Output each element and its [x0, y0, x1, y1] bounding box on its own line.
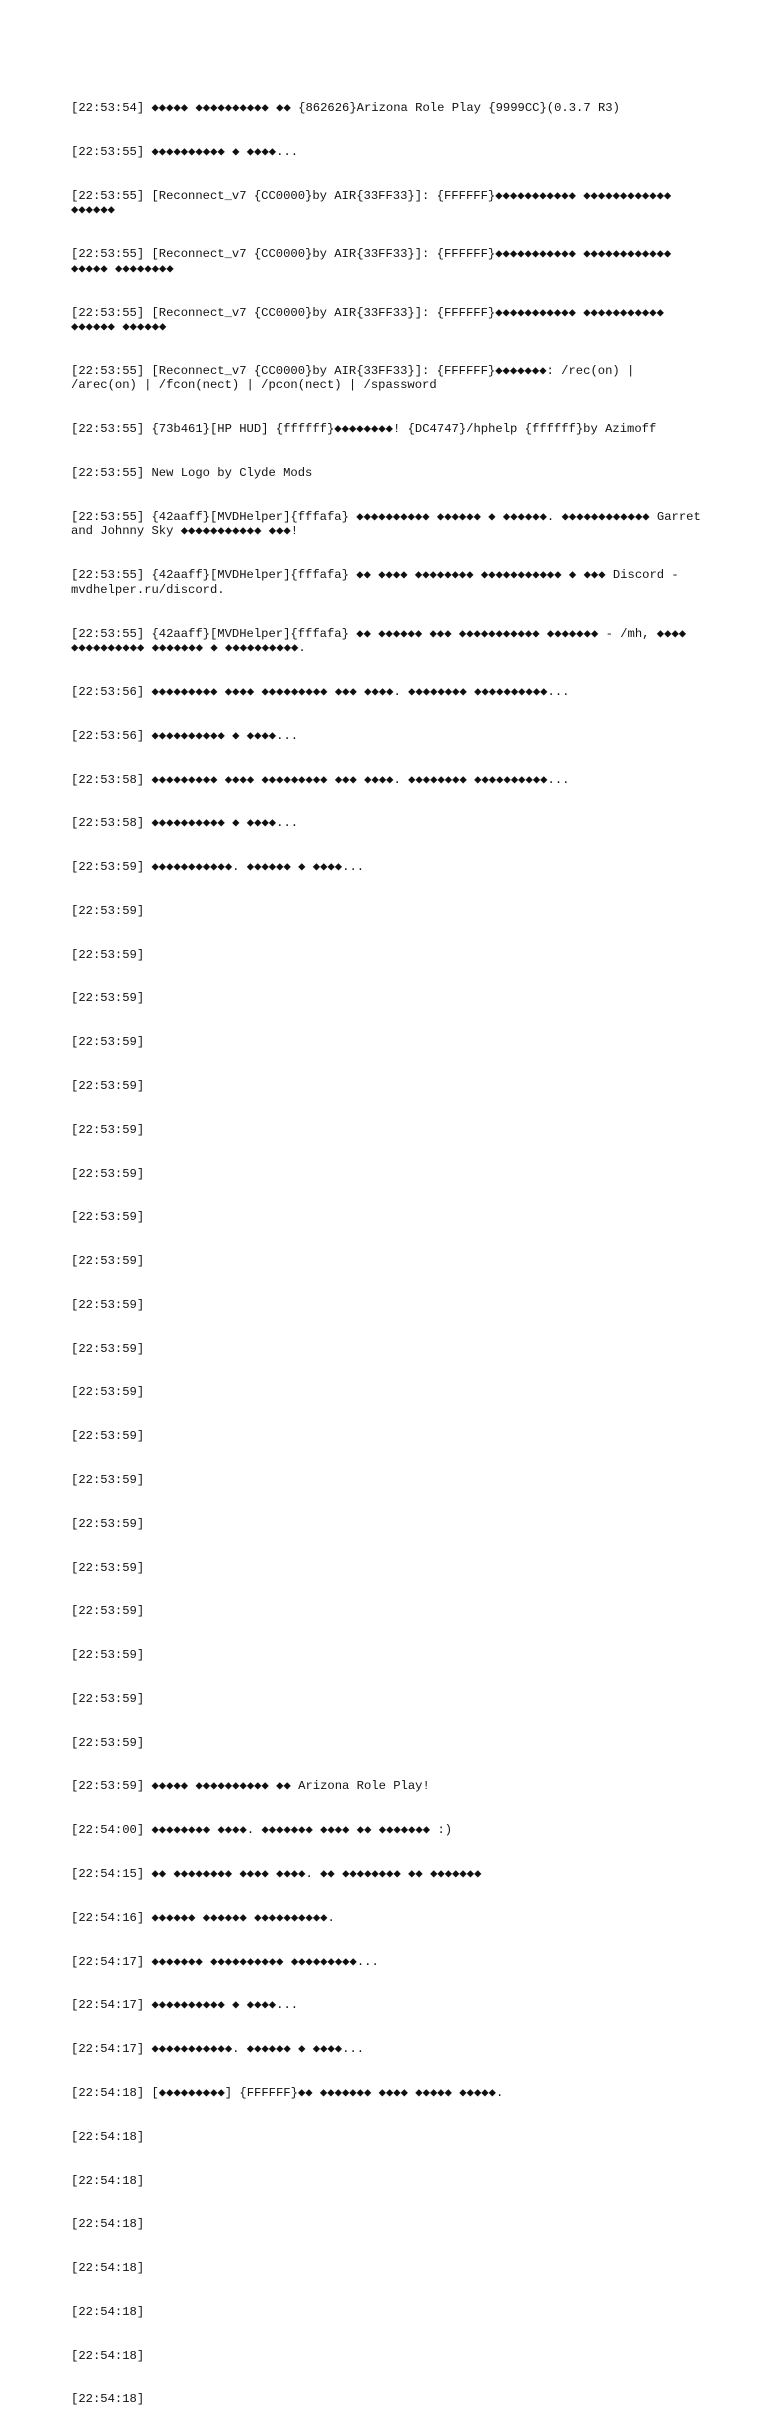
log-line: [22:54:18] — [71, 2348, 145, 2363]
log-line: [22:53:59] — [71, 1473, 145, 1487]
log-line: [22:54:00] ◆◆◆◆◆◆◆◆ ◆◆◆◆. ◆◆◆◆◆◆◆ ◆◆◆◆ ◆◆ ◆◆◆◆◆◆◆ :) — [71, 1823, 453, 1838]
log-line: [22:53:59] — [71, 1210, 145, 1225]
log-line: [22:54:15] ◆◆ ◆◆◆◆◆◆◆◆ ◆◆◆◆ ◆◆◆◆. ◆◆ ◆◆◆◆◆◆◆◆ ◆◆ ◆◆◆◆◆◆◆ — [71, 1867, 482, 1882]
log-line: [22:53:55] [Reconnect_v7 {CC0000}by AIR{33FF33}]: {FFFFFF}◆◆◆◆◆◆◆◆◆◆◆ ◆◆◆◆◆◆◆◆◆◆◆◆ ◆◆◆◆◆ ◆◆◆◆◆◆◆◆ — [71, 247, 679, 276]
log-line: [22:53:59] — [71, 1385, 145, 1400]
log-line: [22:53:56] ◆◆◆◆◆◆◆◆◆◆ ◆ ◆◆◆◆... — [71, 728, 299, 743]
log-line: [22:53:55] {73b461}[HP HUD] {ffffff}◆◆◆◆◆◆◆◆! {DC4747}/hphelp {ffffff}by Azimoff — [71, 422, 657, 437]
log-line: [22:53:58] ◆◆◆◆◆◆◆◆◆ ◆◆◆◆ ◆◆◆◆◆◆◆◆◆ ◆◆◆ ◆◆◆◆. ◆◆◆◆◆◆◆◆ ◆◆◆◆◆◆◆◆◆◆... — [71, 772, 570, 787]
log-line: [22:53:59] — [71, 1429, 145, 1444]
log-line: [22:53:55] [Reconnect_v7 {CC0000}by AIR{33FF33}]: {FFFFFF}◆◆◆◆◆◆◆: /rec(on) | /arec(on) | /fcon(nect) | /pcon(nect) | /spassword — [71, 363, 642, 393]
chat-log — [71, 72, 709, 2422]
log-line: [22:53:59] — [71, 1035, 145, 1050]
log-line: [22:54:18] — [71, 2261, 145, 2276]
log-line: [22:53:59] — [71, 947, 145, 962]
log-line: [22:54:17] ◆◆◆◆◆◆◆◆◆◆ ◆ ◆◆◆◆... — [71, 1998, 299, 2013]
log-line: [22:53:59] — [71, 1516, 145, 1531]
log-line: [22:53:59] — [71, 991, 145, 1006]
log-line: [22:53:55] [Reconnect_v7 {CC0000}by AIR{33FF33}]: {FFFFFF}◆◆◆◆◆◆◆◆◆◆◆ ◆◆◆◆◆◆◆◆◆◆◆ ◆◆◆◆◆◆ ◆◆◆◆◆◆ — [71, 305, 672, 335]
log-line: [22:53:59] — [71, 1691, 145, 1706]
log-line: [22:53:55] ◆◆◆◆◆◆◆◆◆◆ ◆ ◆◆◆◆... — [71, 144, 299, 159]
log-line: [22:53:59] — [71, 1341, 145, 1356]
log-line: [22:53:59] ◆◆◆◆◆◆◆◆◆◆◆. ◆◆◆◆◆◆ ◆ ◆◆◆◆... — [71, 860, 365, 875]
log-line: [22:53:59] — [71, 1604, 145, 1619]
log-line: [22:53:59] — [71, 1297, 145, 1312]
log-line: [22:53:59] — [71, 1254, 145, 1269]
log-line: [22:53:58] ◆◆◆◆◆◆◆◆◆◆ ◆ ◆◆◆◆... — [71, 816, 299, 831]
log-line: [22:53:59] — [71, 1560, 145, 1575]
log-line: [22:54:17] ◆◆◆◆◆◆◆◆◆◆◆. ◆◆◆◆◆◆ ◆ ◆◆◆◆... — [71, 2042, 365, 2057]
log-line: [22:54:16] ◆◆◆◆◆◆ ◆◆◆◆◆◆ ◆◆◆◆◆◆◆◆◆◆. — [71, 1910, 335, 1925]
log-line: [22:53:59] — [71, 1648, 145, 1663]
log-line: [22:54:18] [◆◆◆◆◆◆◆◆◆] {FFFFFF}◆◆ ◆◆◆◆◆◆◆ ◆◆◆◆ ◆◆◆◆◆ ◆◆◆◆◆. — [71, 2085, 504, 2100]
log-line: [22:53:54] ◆◆◆◆◆ ◆◆◆◆◆◆◆◆◆◆ ◆◆ {862626}Arizona Role Play {9999CC}(0.3.7 R3) — [71, 101, 620, 116]
log-line: [22:54:18] — [71, 2217, 145, 2232]
log-line: [22:53:55] New Logo by Clyde Mods — [71, 466, 313, 481]
log-line: [22:53:56] ◆◆◆◆◆◆◆◆◆ ◆◆◆◆ ◆◆◆◆◆◆◆◆◆ ◆◆◆ ◆◆◆◆. ◆◆◆◆◆◆◆◆ ◆◆◆◆◆◆◆◆◆◆... — [71, 684, 570, 699]
log-line: [22:53:59] — [71, 1078, 145, 1093]
log-line: [22:53:55] {42aaff}[MVDHelper]{fffafa} ◆◆◆◆◆◆◆◆◆◆ ◆◆◆◆◆◆ ◆ ◆◆◆◆◆◆. ◆◆◆◆◆◆◆◆◆◆◆◆ Garret and Johnny Sky ◆◆◆◆◆◆◆◆◆◆◆ ◆◆◆! — [71, 509, 709, 539]
log-line: [22:54:18] — [71, 2129, 145, 2144]
log-line: [22:53:59] ◆◆◆◆◆ ◆◆◆◆◆◆◆◆◆◆ ◆◆ Arizona Role Play! — [71, 1779, 430, 1794]
log-line: [22:53:55] {42aaff}[MVDHelper]{fffafa} ◆◆ ◆◆◆◆ ◆◆◆◆◆◆◆◆ ◆◆◆◆◆◆◆◆◆◆◆ ◆ ◆◆◆ Discord - mvdhelper.ru/discord. — [71, 568, 687, 597]
log-line: [22:53:59] — [71, 903, 145, 918]
log-line: [22:54:18] — [71, 2304, 145, 2319]
log-line: [22:53:59] — [71, 1735, 145, 1750]
log-line: [22:53:55] [Reconnect_v7 {CC0000}by AIR{33FF33}]: {FFFFFF}◆◆◆◆◆◆◆◆◆◆◆ ◆◆◆◆◆◆◆◆◆◆◆◆ ◆◆◆◆◆◆ — [71, 188, 679, 218]
log-line: [22:54:18] — [71, 2392, 145, 2407]
log-line: [22:54:18] — [71, 2173, 145, 2188]
log-line: [22:53:59] — [71, 1122, 145, 1137]
log-line: [22:53:59] — [71, 1166, 145, 1181]
log-line: [22:53:55] {42aaff}[MVDHelper]{fffafa} ◆◆ ◆◆◆◆◆◆ ◆◆◆ ◆◆◆◆◆◆◆◆◆◆◆ ◆◆◆◆◆◆◆ - /mh, ◆◆◆◆ ◆◆◆◆◆◆◆◆◆◆ ◆◆◆◆◆◆◆ ◆ ◆◆◆◆◆◆◆◆◆◆. — [71, 626, 694, 656]
log-line: [22:54:17] ◆◆◆◆◆◆◆ ◆◆◆◆◆◆◆◆◆◆ ◆◆◆◆◆◆◆◆◆... — [71, 1954, 379, 1969]
